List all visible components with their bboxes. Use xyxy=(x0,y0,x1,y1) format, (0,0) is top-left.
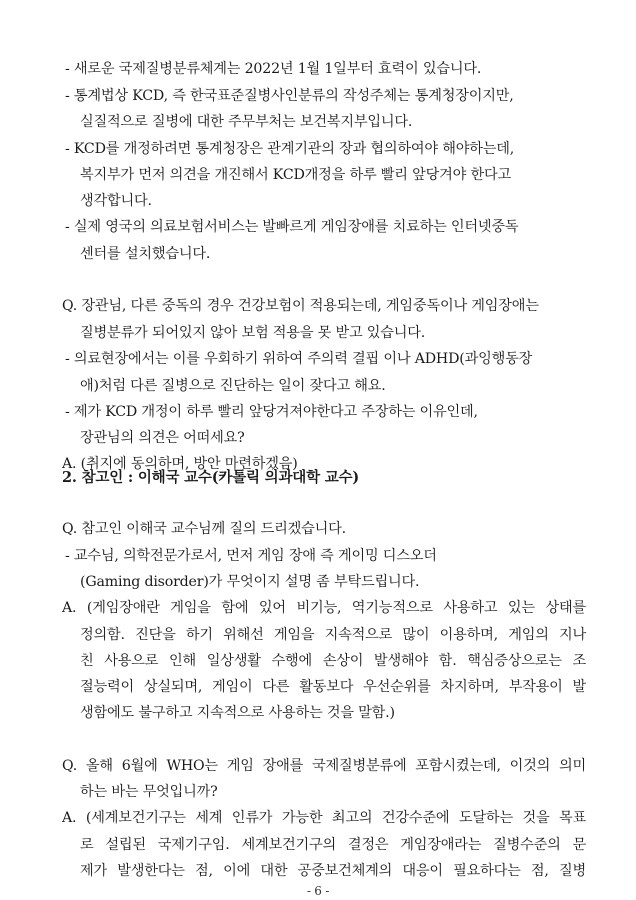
continuation-line: 복지부가 먼저 의견을 개진해서 KCD개정을 하루 빨리 앞당겨야 한다고 xyxy=(80,167,511,183)
bullet-line: - 실제 영국의 의료보험서비스는 발빠르게 게임장애를 치료하는 인터넷중독 xyxy=(65,219,519,235)
continuation-line: 애)처럼 다른 질병으로 진단하는 일이 잦다고 해요. xyxy=(80,378,386,394)
continuation-line: 장관님의 의견은 어떠세요? xyxy=(80,430,245,446)
bullet-line: - 새로운 국제질병분류체계는 2022년 1월 1일부터 효력이 있습니다. xyxy=(65,61,482,77)
continuation-line: 센터를 설치했습니다. xyxy=(80,246,211,262)
question-line: Q. 장관님, 다른 중독의 경우 건강보험이 적용되는데, 게임중독이나 게임장애는 xyxy=(62,298,539,314)
continuation-line: 실질적으로 질병에 대한 주무부처는 보건복지부입니다. xyxy=(80,114,413,130)
continuation-line: 질병분류가 되어있지 않아 보험 적용을 못 받고 있습니다. xyxy=(80,325,426,341)
answer-line: A. (게임장애란 게임을 함에 있어 비기능, 역기능적으로 사용하고 있는 상태를 xyxy=(62,600,586,616)
bullet-line: - 교수님, 의학전문가로서, 먼저 게임 장애 즉 게이밍 디스오더 xyxy=(65,548,437,564)
bullet-line: - 통계법상 KCD, 즉 한국표준질병사인분류의 작성주체는 통계청장이지만, xyxy=(65,88,514,104)
answer-line: A. (세계보건기구는 세계 인류가 가능한 최고의 건강수준에 도달하는 것을 목표 xyxy=(62,810,586,826)
bullet-line: - KCD를 개정하려면 통계청장은 관계기관의 장과 협의하여야 해야하는데, xyxy=(65,141,515,157)
continuation-line: 친 사용으로 인해 일상생활 수행에 손상이 발생해야 함. 핵심증상으로는 조 xyxy=(80,653,586,669)
section-heading: 2. 참고인 : 이해국 교수(카톨릭 의과대학 교수) xyxy=(62,469,360,486)
continuation-line: 절능력이 상실되며, 게임이 다른 활동보다 우선순위를 차지하며, 부작용이 발 xyxy=(80,679,586,695)
continuation-line: (Gaming disorder)가 무엇이지 설명 좀 부탁드립니다. xyxy=(80,574,420,590)
continuation-line: 로 설립된 국제기구임. 세계보건기구의 결정은 게임장애라는 질병수준의 문 xyxy=(80,837,586,853)
question-line: Q. 참고인 이해국 교수님께 질의 드리겠습니다. xyxy=(62,521,346,537)
continuation-line: 하는 바는 무엇입니까? xyxy=(80,784,218,800)
continuation-line: 생각합니다. xyxy=(80,193,152,209)
question-line: Q. 올해 6월에 WHO는 게임 장애를 국제질병분류에 포함시켰는데, 이것의 의미 xyxy=(62,758,586,774)
page-number: - 6 - xyxy=(306,884,330,898)
continuation-line: 정의함. 진단을 하기 위해선 게임을 지속적으로 많이 이용하며, 게임의 지나 xyxy=(80,627,586,643)
bullet-line: - 의료현장에서는 이를 우회하기 위하여 주의력 결핍 이나 ADHD(과잉행동장 xyxy=(65,351,533,367)
answer-line: A. (취지에 동의하며, 방안 마련하겠음) xyxy=(62,456,298,472)
continuation-line: 생함에도 불구하고 지속적으로 사용하는 것을 말함.) xyxy=(80,705,395,721)
bullet-line: - 제가 KCD 개정이 하루 빨리 앞당겨져야한다고 주장하는 이유인데, xyxy=(65,404,478,420)
continuation-line: 제가 발생한다는 점, 이에 대한 공중보건체계의 대응이 필요하다는 점, 질병 xyxy=(80,863,586,879)
